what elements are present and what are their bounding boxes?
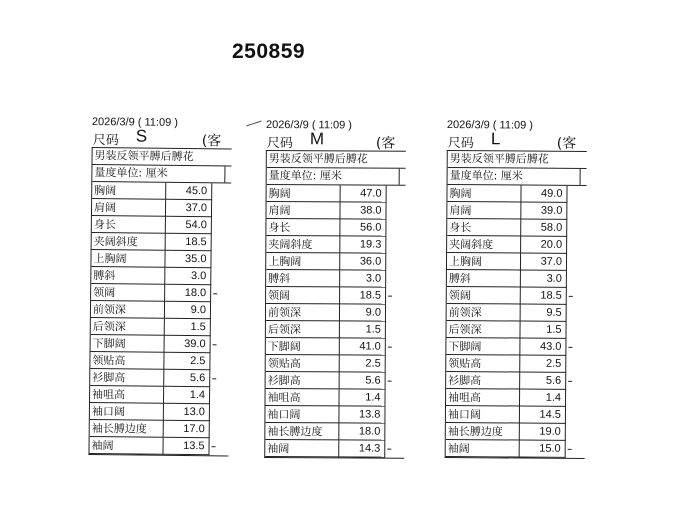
cut-mark	[212, 446, 216, 447]
size-trail: (客	[375, 135, 396, 152]
table-row	[446, 422, 566, 440]
table-row	[89, 436, 209, 454]
measurement-value: 15.0	[519, 440, 565, 457]
table-row	[266, 355, 386, 373]
measurement-slip-l	[445, 119, 587, 459]
measurement-value: 18.0	[165, 284, 211, 301]
measurement-label: 领阔	[91, 284, 165, 302]
measurement-box	[445, 150, 587, 459]
table-row	[266, 304, 386, 322]
measurement-value: 3.0	[340, 270, 386, 287]
table-row	[446, 338, 566, 356]
table-row	[91, 284, 211, 302]
table-row	[446, 389, 566, 407]
table-row	[92, 182, 212, 200]
table-row	[90, 419, 210, 437]
measurement-box	[88, 147, 231, 456]
measurement-label: 袖阔	[265, 440, 339, 457]
measurement-label: 领阔	[447, 287, 521, 305]
table-row	[446, 439, 566, 457]
measurement-value: 9.5	[520, 304, 566, 321]
table-row	[447, 236, 567, 254]
measurement-label: 后领深	[446, 321, 520, 339]
measurement-label: 后领深	[266, 321, 340, 338]
measurement-label: 袖阔	[89, 436, 163, 454]
table-row	[447, 304, 567, 322]
measurement-label: 上胸阔	[447, 253, 521, 271]
measurement-value: 18.5	[520, 287, 566, 304]
measurement-label: 身长	[447, 219, 521, 237]
table-row	[266, 270, 386, 288]
measurement-value: 9.0	[165, 301, 211, 318]
measurement-value: 39.0	[164, 335, 210, 352]
measurement-label: 领阔	[266, 287, 340, 304]
table-row	[265, 423, 385, 441]
measurement-label: 领贴高	[266, 355, 340, 372]
measurement-value: 14.5	[520, 406, 566, 423]
measurement-box	[264, 150, 406, 459]
table-row	[90, 385, 210, 403]
garment-header-row: 男装反领平膊后膊花	[92, 148, 231, 166]
size-label: 尺码	[92, 133, 119, 149]
measurement-label: 下脚阔	[446, 338, 520, 356]
measurement-value: 9.0	[340, 304, 386, 321]
measurement-label: 下脚阔	[91, 334, 165, 352]
size-value: S	[135, 126, 148, 146]
measurement-label: 衫脚高	[266, 372, 340, 389]
measurement-value: 1.5	[520, 321, 566, 338]
size-label: 尺码	[266, 136, 293, 152]
measurement-value: 49.0	[521, 186, 567, 203]
table-row	[266, 202, 386, 220]
measurement-label: 衫脚高	[446, 372, 520, 390]
cut-mark	[213, 293, 217, 294]
measurement-label: 上胸阔	[91, 250, 165, 268]
measurement-label: 肩阔	[447, 202, 521, 220]
table-row	[266, 253, 386, 271]
pen-stroke	[246, 121, 262, 127]
measurement-label: 身长	[92, 216, 166, 234]
table-row	[447, 270, 567, 288]
measurement-label: 袖口阔	[446, 406, 520, 424]
measurement-label: 袖咀高	[90, 385, 164, 403]
measurement-value: 17.0	[163, 420, 209, 437]
table-row	[265, 440, 385, 458]
table-row	[90, 351, 210, 369]
measurement-label: 领贴高	[446, 355, 520, 373]
table-row	[265, 389, 385, 407]
cut-mark	[388, 296, 392, 297]
page-title: 250859	[232, 40, 306, 63]
unit-row: 量度单位: 厘米	[267, 168, 406, 186]
table-row	[266, 236, 386, 254]
measurement-label: 袖口阔	[265, 406, 339, 423]
table-row	[267, 185, 387, 202]
slip-timestamp: 2026/3/9 ( 11:09 )	[265, 119, 353, 132]
unit-row: 量度单位: 厘米	[92, 165, 231, 183]
measurement-label: 膊斜	[266, 270, 340, 287]
table-row	[447, 202, 567, 220]
measurement-value: 1.5	[340, 321, 386, 338]
measurement-value: 54.0	[166, 216, 212, 233]
measurement-value: 58.0	[521, 219, 567, 236]
cut-mark	[212, 378, 216, 379]
measurement-value: 18.5	[165, 233, 211, 250]
table-row	[266, 321, 386, 339]
size-value: M	[309, 129, 325, 149]
measurement-value: 3.0	[165, 267, 211, 284]
measurement-value: 56.0	[340, 219, 386, 236]
table-row	[266, 219, 386, 237]
measurement-slip-m	[264, 119, 406, 459]
table-row	[447, 185, 567, 202]
table-row	[446, 372, 566, 390]
table-row	[447, 287, 567, 305]
measurement-label: 前领深	[266, 304, 340, 321]
size-value: L	[490, 129, 501, 149]
column-stub	[224, 166, 231, 182]
measurement-label: 袖长膊边度	[265, 423, 339, 440]
measurement-label: 膊斜	[447, 270, 521, 288]
table-row	[266, 372, 386, 390]
table-row	[447, 219, 567, 237]
measurement-value: 35.0	[165, 250, 211, 267]
measurement-label: 胸阔	[92, 182, 166, 199]
measurement-label: 后领深	[91, 317, 165, 335]
unit-row: 量度单位: 厘米	[448, 168, 587, 186]
measurement-slip-s	[88, 116, 232, 456]
measurement-value: 2.5	[520, 355, 566, 372]
measurement-table	[446, 185, 568, 458]
measurement-value: 3.0	[521, 270, 567, 287]
table-row	[91, 317, 211, 335]
measurement-label: 袖咀高	[446, 389, 520, 407]
measurement-table	[89, 182, 212, 455]
measurement-value: 20.0	[521, 236, 567, 253]
size-trail: (客	[201, 133, 222, 150]
measurement-value: 39.0	[521, 202, 567, 219]
table-row	[265, 406, 385, 424]
table-row	[90, 368, 210, 386]
measurement-label: 上胸阔	[266, 253, 340, 270]
measurement-value: 5.6	[164, 369, 210, 386]
measurement-value: 13.8	[339, 406, 385, 423]
size-line	[447, 129, 577, 152]
size-line	[266, 129, 396, 152]
measurement-label: 肩阔	[92, 199, 166, 217]
slip-timestamp: 2026/3/9 ( 11:09 )	[446, 119, 534, 132]
column-stub	[580, 169, 587, 185]
cut-mark	[213, 344, 217, 345]
size-line	[92, 126, 222, 150]
measurement-value: 13.0	[164, 403, 210, 420]
measurement-value: 18.0	[339, 423, 385, 440]
measurement-value: 14.3	[339, 440, 385, 457]
table-row	[92, 216, 212, 234]
measurement-table	[265, 185, 386, 458]
cut-mark	[388, 381, 392, 382]
garment-header-row: 男装反领平膊后膊花	[267, 151, 406, 169]
measurement-value: 36.0	[340, 253, 386, 270]
measurement-label: 袖阔	[446, 439, 520, 457]
measurement-value: 1.4	[520, 389, 566, 406]
measurement-value: 45.0	[166, 183, 212, 200]
measurement-value: 41.0	[340, 338, 386, 355]
measurement-label: 袖长膊边度	[446, 422, 520, 440]
measurement-label: 身长	[266, 219, 340, 236]
measurement-label: 袖口阔	[90, 402, 164, 420]
measurement-value: 18.5	[340, 287, 386, 304]
measurement-label: 夹阔斜度	[266, 236, 340, 253]
measurement-value: 1.4	[164, 386, 210, 403]
cut-mark	[569, 296, 573, 297]
cut-mark	[387, 449, 391, 450]
column-stub	[399, 169, 406, 185]
measurement-value: 37.0	[166, 199, 212, 216]
measurement-label: 肩阔	[266, 202, 340, 219]
measurement-label: 袖咀高	[265, 389, 339, 406]
cut-mark	[568, 381, 572, 382]
measurement-label: 夹阔斜度	[447, 236, 521, 254]
measurement-label: 胸阔	[447, 185, 521, 202]
table-row	[91, 267, 211, 285]
measurement-value: 5.6	[339, 372, 385, 389]
garment-header-row: 男装反领平膊后膊花	[448, 151, 587, 169]
size-trail: (客	[556, 135, 577, 152]
measurement-value: 38.0	[340, 202, 386, 219]
measurement-label: 衫脚高	[90, 368, 164, 386]
cut-mark	[388, 347, 392, 348]
size-label: 尺码	[447, 136, 474, 152]
measurement-value: 13.5	[163, 437, 209, 454]
measurement-value: 19.0	[520, 423, 566, 440]
table-row	[446, 355, 566, 373]
measurement-label: 前领深	[91, 301, 165, 319]
table-row	[91, 250, 211, 268]
measurement-label: 领贴高	[90, 351, 164, 369]
table-row	[266, 287, 386, 305]
table-row	[446, 321, 566, 339]
table-row	[446, 406, 566, 424]
table-row	[92, 233, 212, 251]
measurement-value: 5.6	[520, 372, 566, 389]
measurement-label: 膊斜	[91, 267, 165, 285]
slip-timestamp: 2026/3/9 ( 11:09 )	[91, 116, 179, 129]
table-row	[266, 338, 386, 356]
measurement-value: 47.0	[340, 185, 386, 202]
measurement-value: 2.5	[339, 355, 385, 372]
cut-mark	[568, 347, 572, 348]
measurement-label: 下脚阔	[266, 338, 340, 355]
table-row	[447, 253, 567, 271]
measurement-value: 1.4	[339, 389, 385, 406]
measurement-label: 胸阔	[267, 185, 341, 202]
measurement-label: 前领深	[447, 304, 521, 322]
table-row	[92, 199, 212, 217]
measurement-value: 2.5	[164, 352, 210, 369]
measurement-value: 1.5	[164, 318, 210, 335]
table-row	[90, 402, 210, 420]
measurement-value: 19.3	[340, 236, 386, 253]
measurement-label: 夹阔斜度	[92, 233, 166, 251]
measurement-label: 袖长膊边度	[90, 419, 164, 437]
measurement-value: 43.0	[520, 338, 566, 355]
table-row	[91, 334, 211, 352]
measurement-value: 37.0	[521, 253, 567, 270]
cut-mark	[568, 449, 572, 450]
table-row	[91, 301, 211, 319]
